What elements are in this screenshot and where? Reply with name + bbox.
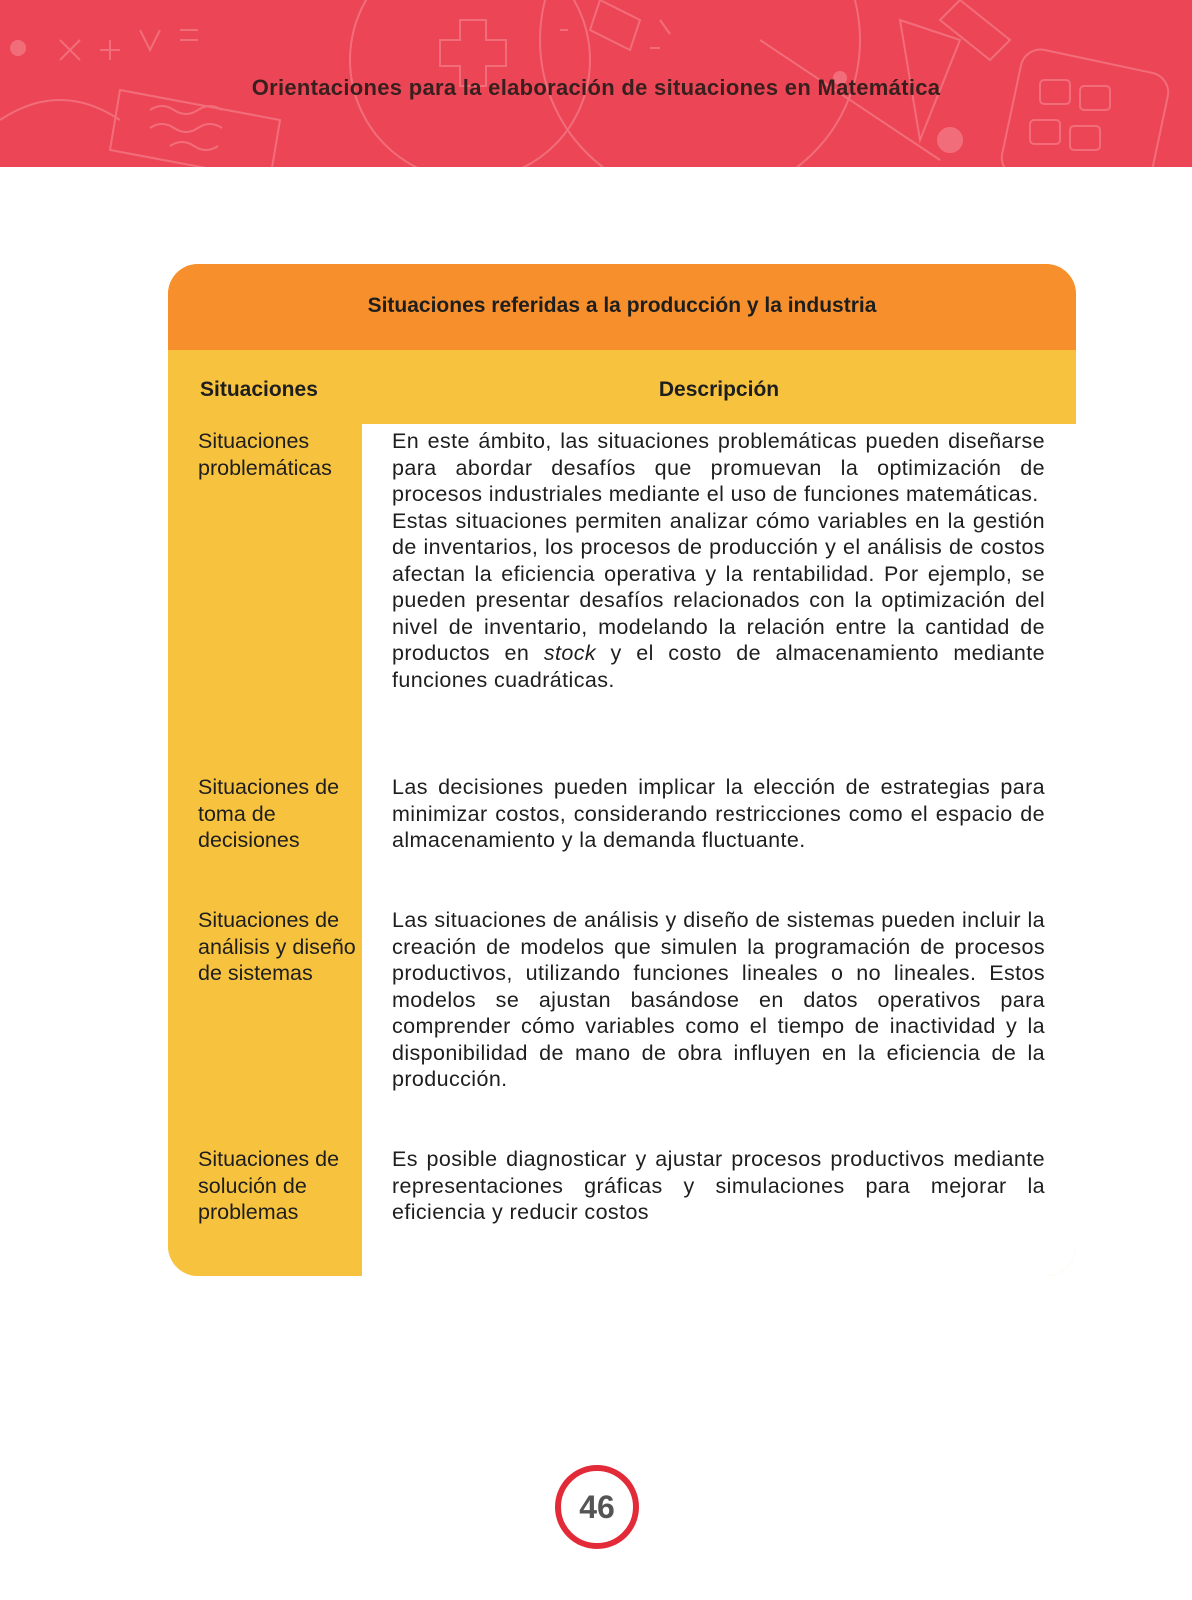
column-header-descripcion: Descripción [658, 378, 780, 401]
description-text: Estas situaciones permiten analizar cómo variables en la gestión de inventarios, los procesos de producción y el análisis de costos afectan la eficiencia operativa y la rentabilidad. Por ejemplo, se pueden presentar desafíos relacionados con la optimización del nivel de inventario, modelando la relación entre la cantidad de productos en [392, 508, 1045, 665]
description-paragraph: Las situaciones de análisis y diseño de sistemas pueden incluir la creación de modelos que simulen la programación de procesos productivos, utilizando funciones lineales o no lineales. Estos modelos se ajustan basándose en datos operativos para comprender cómo variables como el tiempo de inactividad y la disponibilidad de mano de obra influyen en la eficiencia de la producción. [392, 908, 1045, 1091]
situation-description [392, 1146, 1045, 1226]
header-banner [0, 0, 1192, 167]
table-title: Situaciones referidas a la producción y la industria [367, 294, 877, 317]
description-paragraph [392, 508, 1045, 694]
column-headers [168, 350, 1076, 424]
description-italic-term: stock [543, 641, 597, 665]
description-text: y el costo de almacenamiento mediante funciones cuadráticas. [392, 641, 1046, 692]
column-header-situaciones: Situaciones [200, 378, 318, 401]
situation-description [392, 428, 1045, 693]
situation-label: Situaciones problemáticas [198, 429, 332, 480]
situation-label: Situaciones de toma de decisiones [198, 775, 340, 852]
description-paragraph: En este ámbito, las situaciones problemáticas pueden diseñarse para abordar desafíos que promuevan la optimización de procesos industriales mediante el uso de funciones matemáticas. [392, 429, 1045, 506]
situation-description [392, 774, 1045, 854]
situations-table [168, 264, 1076, 1276]
situation-label: Situaciones de solución de problemas [198, 1147, 340, 1224]
table-header [168, 264, 1076, 350]
description-paragraph: Las decisiones pueden implicar la elección de estrategias para minimizar costos, considerando restricciones como el espacio de almacenamiento y la demanda fluctuante. [392, 775, 1045, 852]
document-title: Orientaciones para la elaboración de situaciones en Matemática [251, 75, 941, 100]
page-number: 46 [555, 1465, 639, 1549]
description-paragraph: Es posible diagnosticar y ajustar procesos productivos mediante representaciones gráficas y simulaciones para mejorar la eficiencia y reducir costos [392, 1147, 1045, 1224]
situation-description [392, 907, 1045, 1093]
situation-label: Situaciones de análisis y diseño de sistemas [198, 908, 356, 985]
